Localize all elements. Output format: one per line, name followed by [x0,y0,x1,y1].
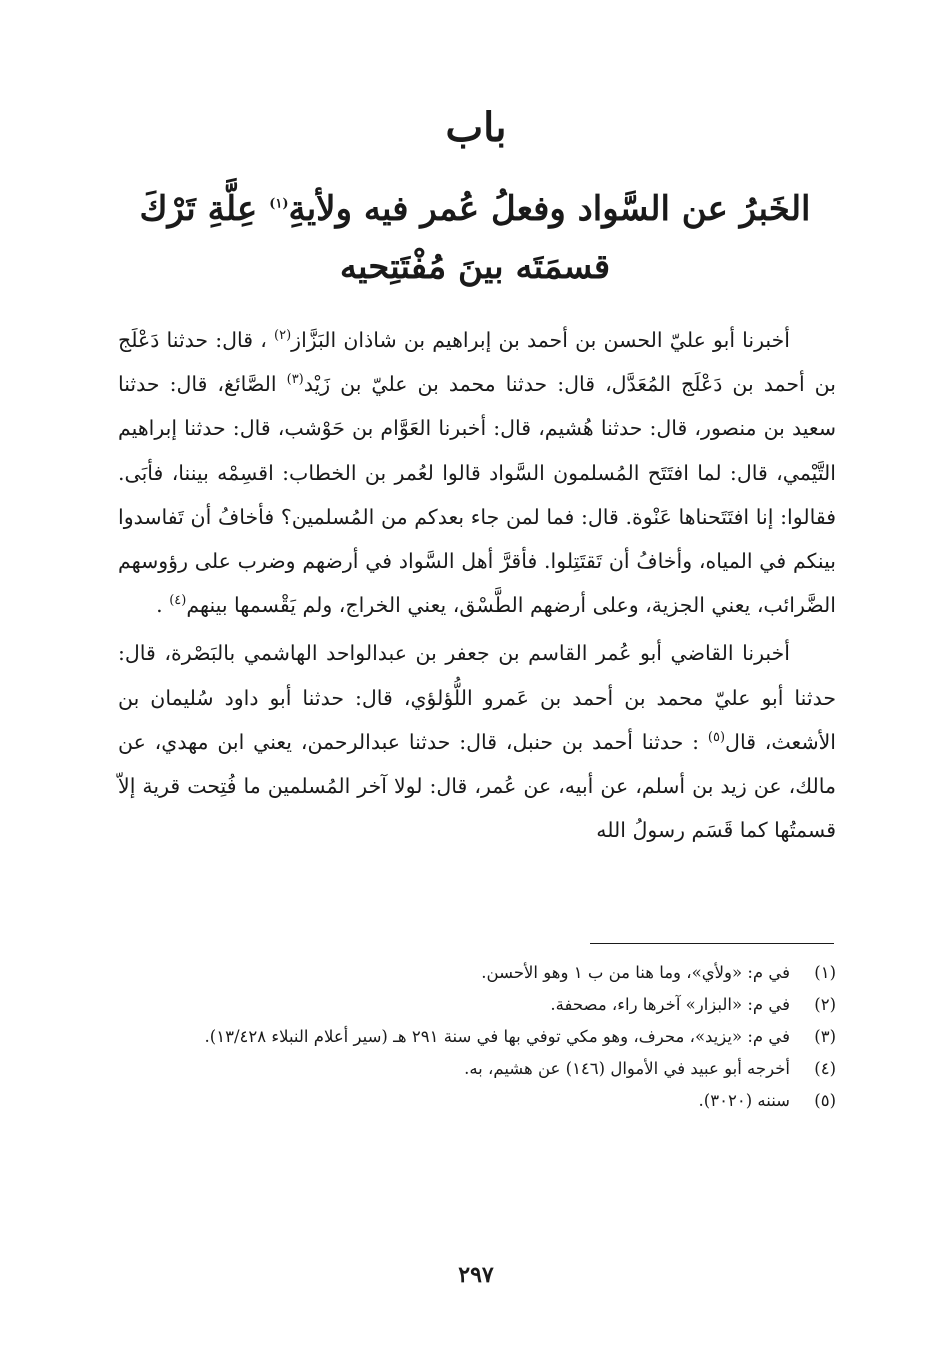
footnote-item [118,1086,836,1115]
paragraph-text: الصَّائغ، قال: حدثنا سعيد بن منصور، قال: حدثنا هُشيم، قال: أخبرنا العَوَّام بن حَوْشب، قال: حدثنا إبراهيم التَّيْمي، قال: لما افتَتَح المُسلمون السَّواد قالوا لعُمر بن الخطاب: اقسِمْه بيننا، فأبَى. فقالوا: إنا افتَتَحناها عَنْوة. قال: فما لمن جاء بعدكم من المُسلمين؟ فأخافُ أن تَفاسدوا بينكم في المياه، وأخافُ أن تَقتَتِلوا. فأقرَّ أهل السَّواد في أرضهم وضرب على رؤوسهم الضَّرائب، يعني الجزية، وعلى أرضهم الطَّسْق، يعني الخراج، ولم يَقْسمها بينهم [118,372,836,618]
footnote-number: (٤) [814,1059,836,1078]
footnote-item [118,958,836,987]
paragraph-text: أخبرنا القاضي أبو عُمر القاسم بن جعفر بن عبدالواحد الهاشمي بالبَصْرة، قال: حدثنا أبو عليّ محمد بن أحمد بن عَمرو اللُّؤلؤي، قال: حدثنا أبو داود سُليمان بن الأشعث، قال [118,641,837,754]
footnote-ref: (٢) [274,328,292,344]
paragraph [118,318,836,627]
footnote-text: في م: «ولأي»، وما هنا من ب ١ وهو الأحسن. [481,963,790,982]
chapter-title-text: عِلَّةِ تَرْكَ قسمَتَه بينَ مُفْتَتِحيه [139,189,611,287]
paragraph-text: . [156,593,170,618]
footnote-ref: (٣) [286,372,304,388]
footnote-item [118,1054,836,1083]
paragraph-text: ، قال: حدثنا دَعْلَج بن أحمد بن دَعْلَج المُعَدَّل، قال: حدثنا محمد بن عليّ بن زَيْد [118,328,836,397]
paragraph [118,631,836,852]
paragraph-text: : حدثنا أحمد بن حنبل، قال: حدثنا عبدالرحمن، يعني ابن مهدي، عن مالك، عن زيد بن أسلم، عن أبيه، عن عُمر، قال: لولا آخر المُسلمين ما فُتِحت قرية إلاّ قسمتُها كما قَسَم رسولُ الله [118,729,836,843]
chapter-title-text: الخَبرُ عن السَّواد وفعلُ عُمر فيه ولأيةِ [288,189,811,229]
main-text [118,318,836,852]
footnote-ref: (٥) [707,730,726,745]
footnote-text: أخرجه أبو عبيد في الأموال (١٤٦) عن هشيم، به. [464,1059,790,1078]
footnote-text: في م: «يزيد»، محرف، وهو مكي توفي بها في سنة ٢٩١ هـ (سير أعلام النبلاء ١٣/٤٢٨). [204,1027,790,1046]
footnote-number: (١) [814,963,836,982]
footnote-item [118,1022,836,1051]
footnote-text: في م: «البزار» آخرها راء، مصحفة. [550,995,790,1014]
footnote-number: (٣) [814,1027,836,1046]
page-number: ٢٩٧ [458,1262,494,1288]
chapter-label: باب [445,104,507,151]
chapter-title [110,180,840,296]
footnote-divider [590,943,834,944]
footnote-ref: (١) [269,196,289,212]
footnote-text: سننه (٣٠٢٠). [698,1091,790,1110]
footnotes-list [118,958,836,1118]
footnote-number: (٢) [814,995,836,1014]
footnote-number: (٥) [814,1091,836,1110]
footnote-item [118,990,836,1019]
paragraph-text: أخبرنا أبو عليّ الحسن بن أحمد بن إبراهيم بن شاذان البَزَّاز [291,328,790,352]
footnote-ref: (٤) [169,593,187,609]
